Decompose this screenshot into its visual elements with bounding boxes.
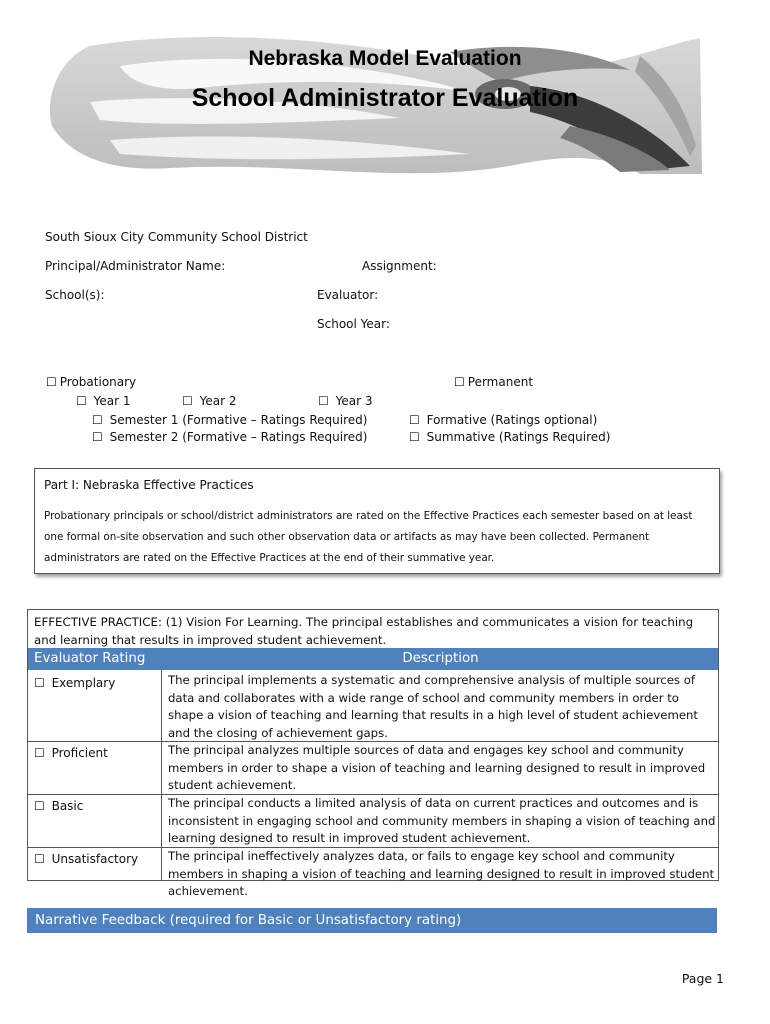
- column-divider: [161, 670, 162, 880]
- semester1-checkbox[interactable]: ☐ Semester 1 (Formative – Ratings Required): [92, 413, 368, 427]
- formative-checkbox[interactable]: ☐ Formative (Ratings optional): [409, 413, 598, 427]
- basic-label: Basic: [51, 799, 84, 813]
- proficient-checkbox[interactable]: ☐ Proficient: [34, 746, 108, 760]
- name-label: Principal/Administrator Name:: [45, 259, 226, 273]
- document-subtitle: School Administrator Evaluation: [191, 84, 579, 112]
- proficient-description: The principal analyzes multiple sources of data and engages key school and community members in order to shape a vision of teaching and learning designed to result in improved student achievement.: [168, 743, 706, 793]
- basic-description: The principal conducts a limited analysis of data on current practices and outcomes and is inconsistent in engaging school and community members in shaping a vision of teaching and learning designed to result in improved student achievement.: [168, 796, 716, 846]
- basic-checkbox[interactable]: ☐ Basic: [34, 799, 84, 813]
- year1-label: Year 1: [93, 394, 131, 408]
- part1-box: [34, 468, 720, 574]
- page-number: Page 1: [681, 971, 724, 986]
- description-column-header: Description: [163, 648, 718, 670]
- exemplary-label: Exemplary: [51, 676, 116, 690]
- school-year-label: School Year:: [317, 317, 390, 331]
- year1-checkbox[interactable]: ☐ Year 1: [76, 394, 131, 408]
- year3-checkbox[interactable]: ☐ Year 3: [318, 394, 373, 408]
- assignment-label: Assignment:: [362, 259, 437, 273]
- exemplary-checkbox[interactable]: ☐ Exemplary: [34, 676, 116, 690]
- proficient-label: Proficient: [51, 746, 108, 760]
- rating-column-header: Evaluator Rating: [28, 648, 167, 670]
- narrative-feedback-header: Narrative Feedback (required for Basic or Unsatisfactory rating): [27, 908, 717, 933]
- formative-label: Formative (Ratings optional): [426, 413, 598, 427]
- part1-body: Probationary principals or school/district administrators are rated on the Effective Practices each semester based on at least one formal on-site observation and such other observation data or artifacts as may have been collected. Permanent administrators are rated on the Effective Practices at the end of their summative year.: [44, 510, 693, 564]
- probationary-checkbox[interactable]: ☐ Probationary: [46, 375, 137, 389]
- year2-label: Year 2: [199, 394, 237, 408]
- semester2-checkbox[interactable]: ☐ Semester 2 (Formative – Ratings Required): [92, 430, 368, 444]
- year2-checkbox[interactable]: ☐ Year 2: [182, 394, 237, 408]
- practice-heading: EFFECTIVE PRACTICE: (1) Vision For Learning. The principal establishes and communicates a vision for teaching and learning that results in improved student achievement.: [34, 615, 694, 647]
- part1-heading: Part I: Nebraska Effective Practices: [44, 478, 254, 492]
- semester2-label: Semester 2 (Formative – Ratings Required): [109, 430, 368, 444]
- district-name: South Sioux City Community School District: [45, 230, 308, 244]
- summative-label: Summative (Ratings Required): [426, 430, 611, 444]
- unsatisfactory-checkbox[interactable]: ☐ Unsatisfactory: [34, 852, 139, 866]
- evaluator-label: Evaluator:: [317, 288, 379, 302]
- permanent-label: Permanent: [467, 375, 534, 389]
- semester1-label: Semester 1 (Formative – Ratings Required): [109, 413, 368, 427]
- exemplary-description: The principal implements a systematic and comprehensive analysis of multiple sources of data and collaborates with a wide range of school and community members in order to shape a vision of teaching and learning that results in a high level of student achievement and the closing of achievement gaps.: [168, 673, 699, 740]
- practice-table: [27, 609, 719, 899]
- probationary-label: Probationary: [59, 375, 137, 389]
- unsatisfactory-description: The principal ineffectively analyzes data, or fails to engage key school and community members in shaping a vision of teaching and learning designed to result in improved student achievement.: [168, 849, 715, 899]
- school-label: School(s):: [45, 288, 105, 302]
- permanent-checkbox[interactable]: ☐ Permanent: [454, 375, 534, 389]
- year3-label: Year 3: [335, 394, 373, 408]
- document-title: Nebraska Model Evaluation: [248, 47, 522, 70]
- unsatisfactory-label: Unsatisfactory: [51, 852, 139, 866]
- summative-checkbox[interactable]: ☐ Summative (Ratings Required): [409, 430, 611, 444]
